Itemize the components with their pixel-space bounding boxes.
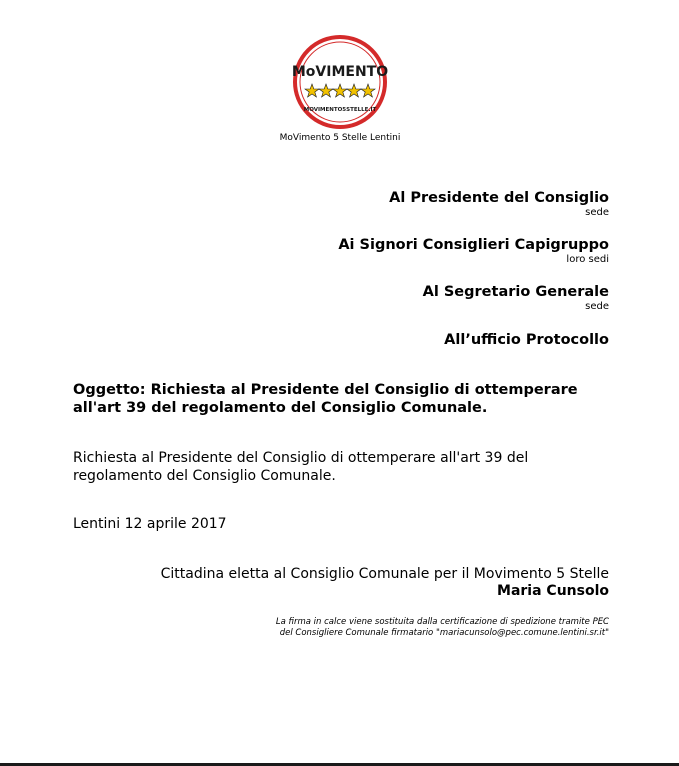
recipient-segretario (423, 283, 609, 313)
subject-heading: Oggetto: Richiesta al Presidente del Consiglio di ottemperare all'art 39 del regolamento del Consiglio Comunale. (73, 382, 578, 416)
recipient-note: sede (585, 301, 609, 312)
movimento-5-stelle-logo (292, 34, 388, 130)
date-line: Lentini 12 aprile 2017 (73, 516, 227, 532)
recipient-name: Al Presidente del Consiglio (389, 190, 609, 206)
pec-footnote (169, 617, 609, 639)
logo-ring-text: MOVIMENTO5STELLE.IT (303, 107, 377, 113)
footnote-line-2: del Consigliere Comunale firmatario "mariacunsolo@pec.comune.lentini.sr.it" (279, 628, 609, 638)
recipient-capigruppo (338, 236, 609, 266)
org-name: MoVimento 5 Stelle Lentini (279, 133, 401, 143)
signer-name: Maria Cunsolo (497, 583, 609, 599)
logo-wordmark: MoVIMENTO (292, 64, 388, 80)
signer-role: Cittadina eletta al Consiglio Comunale per il Movimento 5 Stelle (160, 566, 609, 582)
recipient-name: All’ufficio Protocollo (444, 332, 609, 348)
recipient-presidente (389, 189, 609, 219)
footnote-line-1: La firma in calce viene sostituita dalla certificazione di spedizione tramite PEC (275, 617, 609, 627)
recipient-name: Ai Signori Consiglieri Capigruppo (338, 237, 609, 253)
recipient-protocollo (444, 331, 609, 349)
body-paragraph: Richiesta al Presidente del Consiglio di ottemperare all'art 39 del regolamento del Consiglio Comunale. (73, 450, 529, 484)
recipient-name: Al Segretario Generale (422, 284, 609, 300)
recipient-note: loro sedi (566, 254, 609, 265)
recipient-note: sede (585, 207, 609, 218)
signature-block (89, 566, 609, 600)
